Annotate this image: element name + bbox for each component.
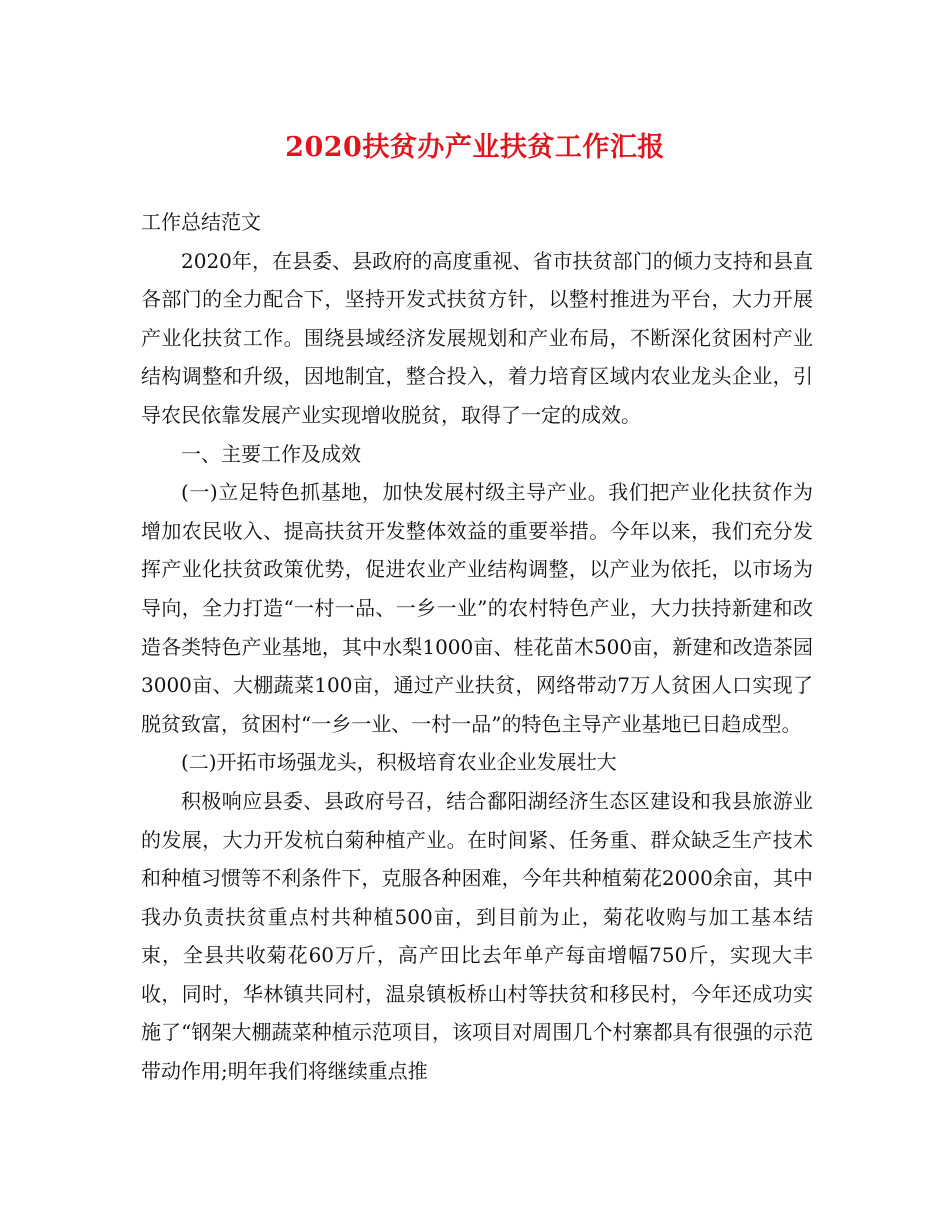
- subsection-heading-two: (二)开拓市场强龙头，积极培育农业企业发展壮大: [181, 750, 617, 775]
- document-title: 2020扶贫办产业扶贫工作汇报: [285, 132, 665, 163]
- section-heading-main-work: 一、主要工作及成效: [181, 441, 361, 466]
- paragraph-intro: 2020年，在县委、县政府的高度重视、省市扶贫部门的倾力支持和县直各部门的全力配合下，坚持开发式扶贫方针，以整村推进为平台，大力开展产业化扶贫工作。围绕县域经济发展规划和产业布局，不断深化贫困村产业结构调整和升级，因地制宜，整合投入，着力培育区域内农业龙头企业，引导农民依靠发展产业实现增收脱贫，取得了一定的成效。: [141, 248, 813, 427]
- document-subtitle: 工作总结范文: [141, 210, 261, 234]
- paragraph-section-two: 积极响应县委、县政府号召，结合鄱阳湖经济生态区建设和我县旅游业的发展，大力开发杭白菊种植产业。在时间紧、任务重、群众缺乏生产技术和种植习惯等不利条件下，克服各种困难，今年共种植菊花2000余亩，其中我办负责扶贫重点村共种植500亩，到目前为止，菊花收购与加工基本结束，全县共收菊花60万斤，高产田比去年单产每亩增幅750斤，实现大丰收，同时，华林镇共同村，温泉镇板桥山村等扶贫和移民村，今年还成功实施了“钢架大棚蔬菜种植示范项目，该项目对周围几个村寨都具有很强的示范带动作用;明年我们将继续重点推: [141, 788, 813, 1084]
- document-body: [141, 203, 813, 1091]
- paragraph-section-one: (一)立足特色抓基地，加快发展村级主导产业。我们把产业化扶贫作为增加农民收入、提高扶贫开发整体效益的重要举措。今年以来，我们充分发挥产业化扶贫政策优势，促进农业产业结构调整，以产业为依托，以市场为导向，全力打造“一村一品、一乡一业”的农村特色产业，大力扶持新建和改造各类特色产业基地，其中水梨1000亩、桂花苗木500亩，新建和改造茶园3000亩、大棚蔬菜100亩，通过产业扶贫，网络带动7万人贫困人口实现了脱贫致富，贫困村“一乡一业、一村一品”的特色主导产业基地已日趋成型。: [141, 480, 813, 736]
